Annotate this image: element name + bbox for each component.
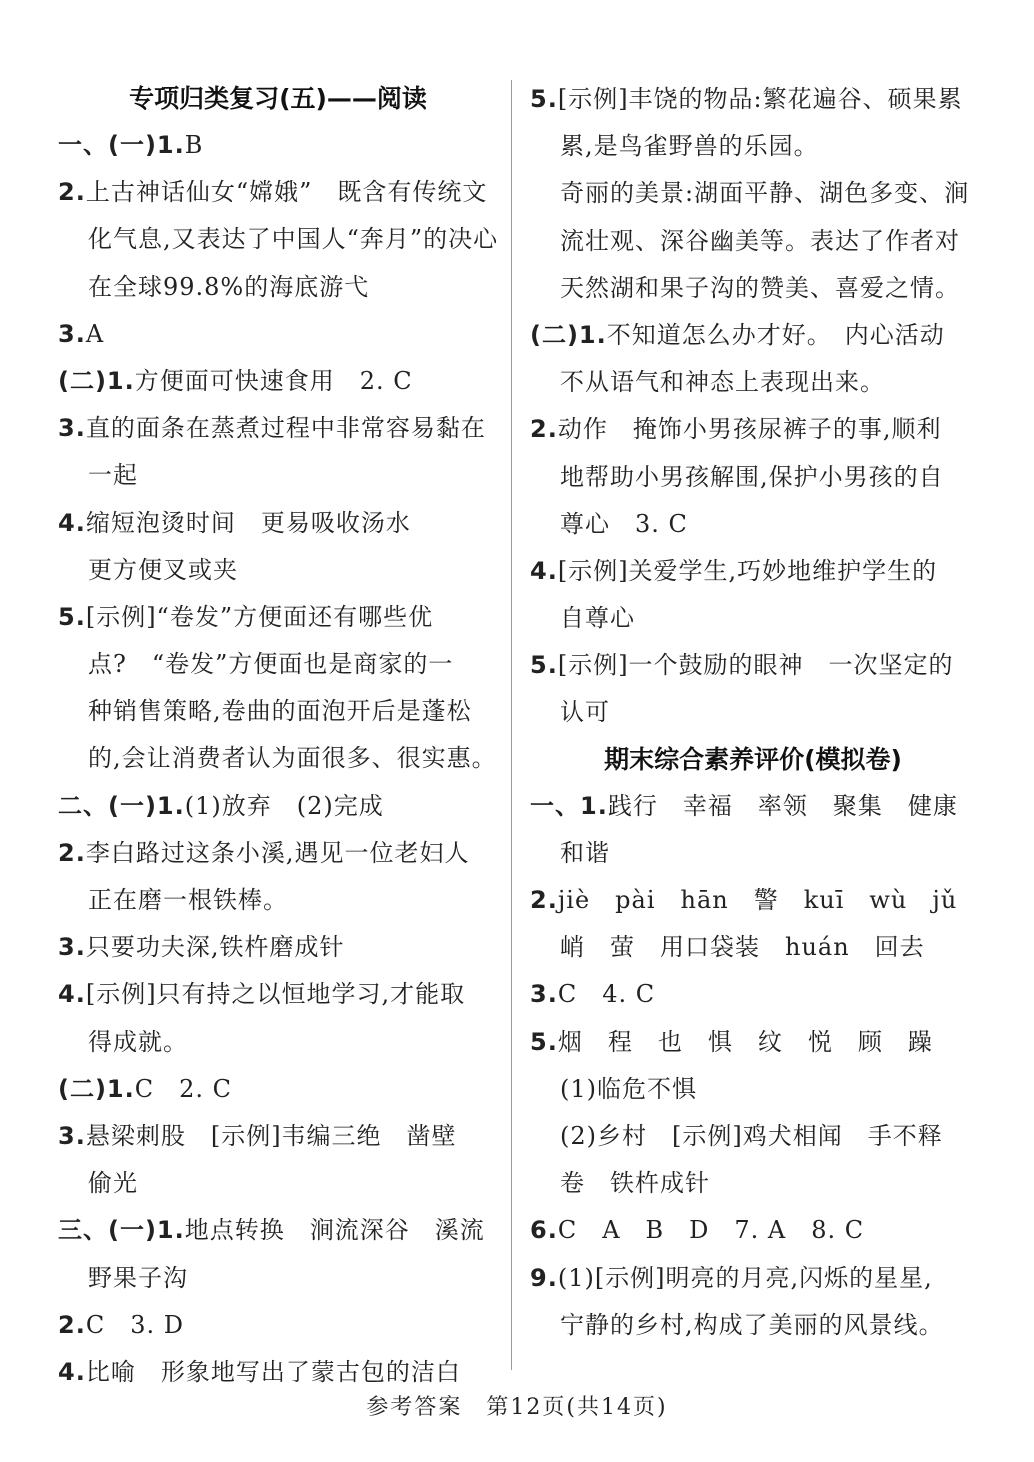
question-number: 3.	[58, 933, 86, 962]
answer-line	[58, 1113, 498, 1160]
answer-line	[530, 312, 976, 359]
answer-text: 认可	[560, 698, 610, 727]
answer-text: jiè pài hān 警 kuī wù jǔ	[557, 886, 958, 914]
answer-line	[58, 358, 498, 405]
answer-text: 烟 程 也 惧 纹 悦 顾 躁	[557, 1027, 933, 1056]
answer-text: C 4. C	[557, 980, 656, 1009]
answer-text: 点? “卷发”方便面也是商家的一	[88, 650, 454, 679]
question-number: 三、(一)1.	[58, 1216, 185, 1245]
question-number: 二、(一)1.	[58, 791, 185, 820]
question-number: 2.	[58, 838, 86, 867]
answer-line	[530, 1113, 976, 1160]
answer-text: 悬梁刺股 [示例]韦编三绝 凿壁	[85, 1121, 457, 1150]
answer-line	[58, 1160, 498, 1207]
answer-text: 动作 掩饰小男孩尿裤子的事,顺利	[557, 415, 942, 444]
answer-text: 种销售策略,卷曲的面泡开后是蓬松	[88, 697, 472, 726]
answer-text: [示例]关爱学生,巧妙地维护学生的	[557, 556, 938, 585]
answer-text: 缩短泡烫时间 更易吸收汤水	[85, 508, 411, 537]
answer-line	[530, 123, 976, 170]
answer-line	[530, 783, 976, 830]
answer-text: 李白路过这条小溪,遇见一位老妇人	[85, 838, 470, 867]
question-number: 5.	[530, 1027, 558, 1056]
answer-line	[530, 501, 976, 548]
answer-text: [示例]丰饶的物品:繁花遍谷、硕果累	[557, 85, 963, 113]
answer-line	[58, 1349, 498, 1396]
question-number: 一、1.	[530, 791, 608, 820]
answer-text: A	[85, 319, 105, 348]
answer-text: 累,是鸟雀野兽的乐园。	[560, 132, 819, 161]
answer-line	[530, 971, 976, 1018]
answer-text: (2)乡村 [示例]鸡犬相闻 手不释	[560, 1121, 943, 1150]
answer-text: 流壮观、深谷幽美等。表达了作者对	[560, 226, 960, 255]
answer-text: 更方便叉或夹	[88, 555, 238, 584]
section-title-final-exam: 期末综合素养评价(模拟卷)	[604, 744, 902, 774]
right-column	[530, 76, 976, 1349]
answer-line	[58, 264, 498, 311]
section-title-reading-review: 专项归类复习(五)——阅读	[129, 84, 427, 113]
answer-line	[530, 595, 976, 642]
answer-text: 直的面条在蒸煮过程中非常容易黏在	[85, 414, 486, 443]
answer-text: 践行 幸福 率领 聚集 健康	[607, 791, 958, 820]
answer-line	[58, 452, 498, 499]
answer-text: 地点转换 涧流深谷 溪流	[184, 1216, 485, 1245]
answer-text: 一起	[88, 461, 138, 490]
question-number: (二)1.	[58, 1074, 135, 1103]
answer-line	[58, 500, 498, 547]
question-number: 3.	[58, 319, 86, 348]
answer-text: 的,会让消费者认为面很多、很实惠。	[88, 744, 497, 773]
answer-line	[58, 311, 498, 358]
answer-line	[58, 830, 498, 877]
answer-text: 在全球99.8%的海底游弋	[88, 272, 370, 301]
question-number: 一、(一)1.	[58, 131, 185, 159]
right-answer-list-bottom	[530, 783, 976, 1349]
answer-line	[530, 548, 976, 595]
question-number: 4.	[58, 1357, 86, 1386]
answer-text: 自尊心	[560, 604, 635, 633]
question-number: (二)1.	[530, 320, 607, 349]
answer-text: (1)临危不惧	[560, 1074, 697, 1103]
question-number: 2.	[58, 1310, 86, 1339]
answer-text: (1)放弃 (2)完成	[184, 791, 384, 820]
answer-line	[530, 218, 976, 265]
answer-line	[58, 877, 498, 924]
answer-text: C 3. D	[85, 1310, 184, 1339]
answer-line	[530, 1255, 976, 1302]
answer-line	[58, 783, 498, 830]
question-number: 3.	[58, 1121, 86, 1150]
answer-line	[58, 1302, 498, 1349]
answer-line	[530, 265, 976, 312]
answer-line	[58, 405, 498, 452]
answer-text: [示例]“卷发”方便面还有哪些优	[85, 602, 434, 631]
question-number: (二)1.	[58, 366, 135, 395]
answer-line	[58, 1255, 498, 1302]
answer-line	[530, 642, 976, 689]
answer-text: 化气息,又表达了中国人“奔月”的决心	[88, 225, 499, 254]
answer-text: C 2. C	[134, 1074, 233, 1103]
answer-text: 方便面可快速食用 2. C	[134, 366, 413, 395]
answer-text: 和谐	[560, 838, 610, 867]
answer-text: B	[184, 131, 204, 159]
answer-line	[58, 547, 498, 594]
answer-text: 奇丽的美景:湖面平静、湖色多变、涧	[560, 179, 970, 208]
answer-line	[530, 170, 976, 217]
answer-line	[530, 359, 976, 406]
answer-text: 宁静的乡村,构成了美丽的风景线。	[560, 1310, 944, 1339]
answer-line	[58, 641, 498, 688]
question-number: 4.	[58, 980, 86, 1009]
answer-line	[530, 924, 976, 971]
question-number: 2.	[530, 886, 558, 914]
question-number: 9.	[530, 1263, 558, 1292]
question-number: 3.	[58, 414, 86, 443]
answer-text: 地帮助小男孩解围,保护小男孩的自	[560, 462, 944, 491]
answer-line	[58, 971, 498, 1018]
answer-text: 尊心 3. C	[560, 509, 688, 538]
answer-text: 上古神话仙女“嫦娥” 既含有传统文	[85, 178, 488, 207]
answer-text: 峭 萤 用口袋装 huán 回去	[560, 933, 925, 962]
answer-line	[58, 924, 498, 971]
answer-line	[530, 689, 976, 736]
answer-text: 卷 铁杵成针	[560, 1169, 710, 1198]
page-footer: 参考答案 第12页(共14页)	[366, 1395, 668, 1420]
answer-text: 得成就。	[88, 1027, 188, 1056]
left-column	[58, 76, 498, 1396]
answer-line	[58, 169, 498, 216]
answer-text: 正在磨一根铁棒。	[88, 886, 288, 914]
answer-line	[58, 735, 498, 782]
right-answer-list-top	[530, 76, 976, 737]
answer-line	[530, 830, 976, 877]
answer-text: [示例]只有持之以恒地学习,才能取	[85, 980, 466, 1009]
answer-text: 只要功夫深,铁杵磨成针	[85, 933, 345, 962]
question-number: 5.	[530, 85, 558, 113]
answer-text: 不从语气和神态上表现出来。	[560, 368, 885, 397]
answer-line	[58, 1066, 498, 1113]
answer-line	[58, 1019, 498, 1066]
answer-text: (1)[示例]明亮的月亮,闪烁的星星,	[557, 1263, 933, 1292]
answer-line	[530, 76, 976, 123]
column-divider	[511, 80, 512, 1370]
answer-line	[58, 216, 498, 263]
answer-line	[530, 877, 976, 924]
question-number: 5.	[58, 602, 86, 631]
question-number: 4.	[530, 556, 558, 585]
answer-line	[530, 1207, 976, 1254]
answer-line	[58, 688, 498, 735]
question-number: 4.	[58, 508, 86, 537]
answer-line	[58, 1207, 498, 1254]
answer-line	[530, 1160, 976, 1207]
question-number: 2.	[530, 415, 558, 444]
answer-text: 不知道怎么办才好。 内心活动	[606, 320, 945, 349]
answer-text: 天然湖和果子沟的赞美、喜爱之情。	[560, 273, 960, 302]
answer-line	[58, 122, 498, 169]
answer-line	[58, 594, 498, 641]
answer-text: 偷光	[88, 1169, 138, 1198]
answer-line	[530, 1302, 976, 1349]
question-number: 2.	[58, 178, 86, 207]
answer-line	[530, 1019, 976, 1066]
left-answer-list	[58, 122, 498, 1396]
answer-text: 野果子沟	[88, 1263, 188, 1292]
answer-line	[530, 454, 976, 501]
answer-line	[530, 406, 976, 453]
answer-text: [示例]一个鼓励的眼神 一次坚定的	[557, 651, 954, 680]
question-number: 6.	[530, 1216, 558, 1245]
answer-text: C A B D 7. A 8. C	[557, 1216, 865, 1245]
answer-text: 比喻 形象地写出了蒙古包的洁白	[85, 1357, 461, 1386]
question-number: 5.	[530, 651, 558, 680]
question-number: 3.	[530, 980, 558, 1009]
answer-line	[530, 1066, 976, 1113]
